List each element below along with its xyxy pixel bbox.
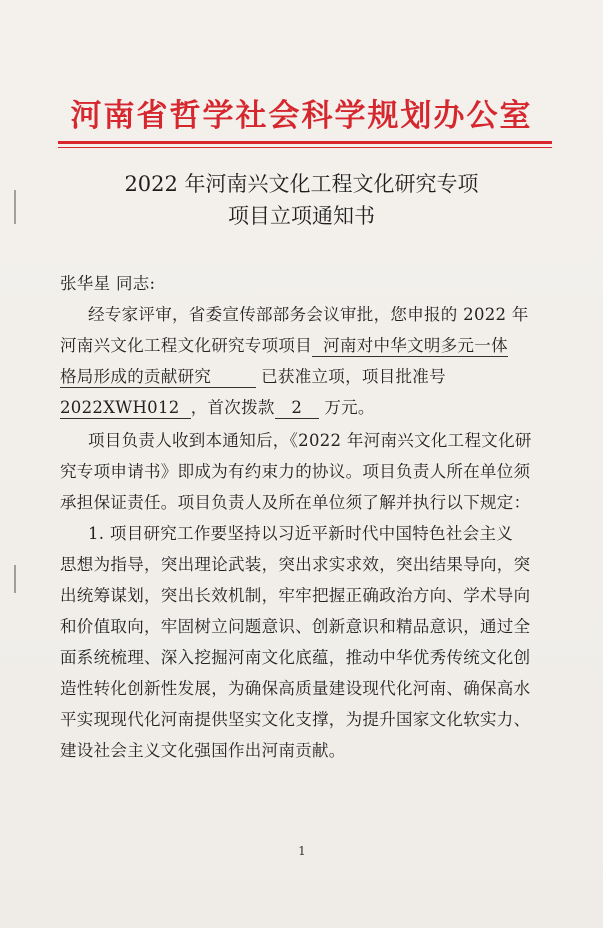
document-title-line2: 项目立项通知书 bbox=[228, 204, 375, 228]
project-name-part2: 格局形成的贡献研究 bbox=[60, 367, 256, 388]
paragraph-line: 项目负责人收到本通知后，《2022 年河南兴文化工程文化研 bbox=[88, 431, 532, 450]
paragraph-line: 1. 项目研究工作要坚持以习近平新时代中国特色社会主义 bbox=[88, 524, 514, 543]
project-name-part1: 河南对中华文明多元一体 bbox=[312, 336, 508, 357]
approval-number: 2022XWH012 bbox=[60, 398, 191, 419]
paragraph-line: 造性转化创新性发展，为确保高质量建设现代化河南、确保高水 bbox=[60, 679, 531, 698]
funding-text: ，首次拨款 bbox=[190, 398, 275, 417]
paragraph-line: 经专家评审，省委宣传部部务会议审批，您申报的 2022 年 bbox=[88, 305, 529, 324]
paragraph-line: 和价值取向，牢固树立问题意识、创新意识和精品意识，通过全 bbox=[60, 617, 531, 636]
header-rule-thick bbox=[58, 141, 552, 144]
page-number: 1 bbox=[298, 844, 306, 858]
approval-text: 已获准立项，项目批准号 bbox=[261, 367, 446, 386]
salutation: 张华星 同志: bbox=[60, 274, 156, 293]
paragraph-line bbox=[60, 392, 560, 423]
paragraph-line: 出统筹谋划，突出长效机制，牢牢把握正确政治方向、学术导向 bbox=[60, 586, 531, 605]
project-type-text: 河南兴文化工程文化研究专项项目 bbox=[60, 336, 312, 355]
binding-mark bbox=[14, 565, 16, 593]
paragraph-line: 平实现现代化河南提供坚实文化支撑，为提升国家文化软实力、 bbox=[60, 710, 531, 729]
office-header: 河南省哲学社会科学规划办公室 bbox=[70, 98, 533, 134]
paragraph-line: 思想为指导，突出理论武装，突出求实求效，突出结果导向，突 bbox=[60, 555, 531, 574]
paragraph-line: 承担保证责任。项目负责人及所在单位须了解并执行以下规定： bbox=[60, 493, 531, 512]
funding-unit: 万元。 bbox=[324, 398, 375, 417]
paragraph-line bbox=[60, 361, 560, 392]
paragraph-line: 面系统梳理、深入挖掘河南文化底蕴，推动中华优秀传统文化创 bbox=[60, 648, 531, 667]
paragraph-line: 究专项申请书》即成为有约束力的协议。项目负责人所在单位须 bbox=[60, 462, 531, 481]
paragraph-line: 建设社会主义文化强国作出河南贡献。 bbox=[60, 741, 346, 760]
paragraph-line bbox=[60, 330, 560, 361]
funding-amount: 2 bbox=[275, 398, 319, 419]
header-rule-thin bbox=[58, 147, 552, 148]
document-title-line1: 2022 年河南兴文化工程文化研究专项 bbox=[124, 172, 479, 196]
